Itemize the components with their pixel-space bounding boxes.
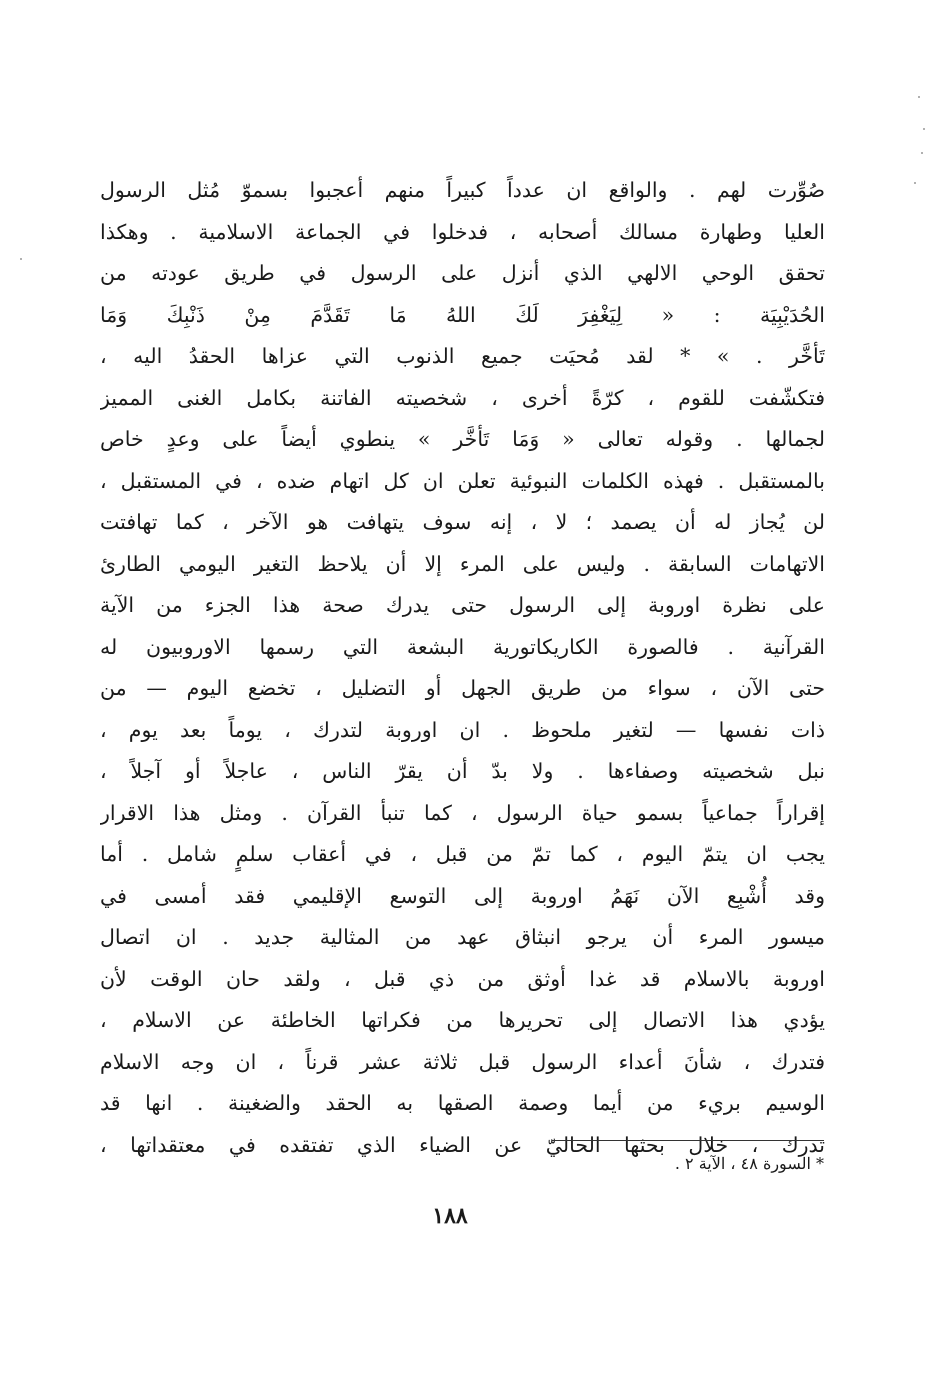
text-line: فتكشّفت للقوم ، كرّةً أخرى ، شخصيته الفاتنة بكامل الغنى المميز	[100, 385, 825, 410]
page-number: ١٨٨	[432, 1203, 468, 1229]
scan-speck	[20, 258, 22, 260]
text-line: يؤدي هذا الاتصال إلى تحريرها من فكراتها الخاطئة عن الاسلام ،	[100, 1008, 825, 1032]
text-line: الاتهامات السابقة . وليس على المرء إلا أن يلاحظ التغير اليومي الطارئ	[100, 551, 825, 576]
text-line: ذات نفسها — لتغير ملحوظ . ان اوروبة لتدرك ، يوماً بعد يوم ،	[100, 717, 825, 742]
text-line: الحُدَيْبِيَة : « لِيَغْفِرَ لَكَ اللهُ مَا تَقَدَّمَ مِنْ ذَنْبِكَ وَمَا	[100, 302, 825, 327]
scan-speck	[918, 96, 920, 98]
text-line: ميسور المرء أن يرجو انبثاق عهد من المثالية جديد . ان اتصال	[100, 925, 825, 949]
text-line: إقراراً جماعياً بسمو حياة الرسول ، كما تنبأ القرآن . ومثل هذا الاقرار	[100, 800, 825, 825]
scan-speck	[923, 128, 925, 130]
text-line: فتدرك ، شأنَ أعداء الرسول قبل ثلاثة عشر قرناً ، ان وجه الاسلام	[100, 1049, 825, 1074]
text-line: على نظرة اوروبة إلى الرسول حتى يدرك صحة هذا الجزء من الآية	[100, 593, 825, 617]
text-line: القرآنية . فالصورة الكاريكاتورية البشعة التي رسمها الاوروبيون له	[100, 634, 825, 659]
scan-speck	[921, 152, 923, 154]
text-line: لن يُجاز له أن يصمد ؛ لا ، إنه سوف يتهافت هو الآخر ، كما تهافتت	[100, 510, 825, 534]
footnote: * السورة ٤٨ ، الآية ٢ .	[674, 1154, 824, 1173]
scan-speck	[914, 182, 916, 184]
text-line: اوروبة بالاسلام قد غدا أوثق من ذي قبل ، ولقد حان الوقت لأن	[100, 966, 825, 991]
body-text	[100, 170, 825, 1166]
footnote-rule	[552, 1140, 824, 1141]
text-line: حتى الآن ، سواء من طريق الجهل أو التضليل ، تخضع اليوم — من	[100, 676, 825, 700]
text-line: الوسيم بريء من أيما وصمة الصقها به الحقد والضغينة . انها قد	[100, 1091, 825, 1115]
text-line: تحقق الوحي الالهي الذي أنزل على الرسول في طريق عودته من	[100, 261, 825, 285]
text-line: صُوِّرت لهم . والواقع ان عدداً كبيراً منهم أعجبوا بسموّ مُثل الرسول	[100, 178, 825, 202]
text-line: بالمستقبل . فهذه الكلمات النبوئية تعلن ان كل اتهام ضده ، في المستقبل ،	[100, 468, 825, 493]
text-line: وقد أُشْبِع الآن نَهَمُ اوروبة إلى التوسع الإقليمي فقد أمسى في	[100, 883, 825, 908]
text-line: العليا وطهارة مسالك أصحابه ، فدخلوا في الجماعة الاسلامية . وهكذا	[100, 219, 825, 244]
text-line: يجب ان يتمّ اليوم ، كما تمّ من قبل ، في أعقاب سلمٍ شامل . أما	[100, 842, 825, 866]
text-line: نبل شخصيته وصفاءها . ولا بدّ أن يقرّ الناس ، عاجلاً أو آجلاً ،	[100, 759, 825, 783]
text-line: تدرك ، خلال بحثها الحاليّ عن الضياء الذي تفتقده في معتقداتها ،	[100, 1132, 825, 1157]
text-line: تَأخَّر . » * لقد مُحيَت جميع الذنوب التي عزاها الحقدُ اليه ،	[100, 344, 825, 368]
text-line: لجمالها . وقوله تعالى « وَمَا تَأخَّر » ينطوي أيضاً على وعدٍ خاص	[100, 427, 825, 451]
